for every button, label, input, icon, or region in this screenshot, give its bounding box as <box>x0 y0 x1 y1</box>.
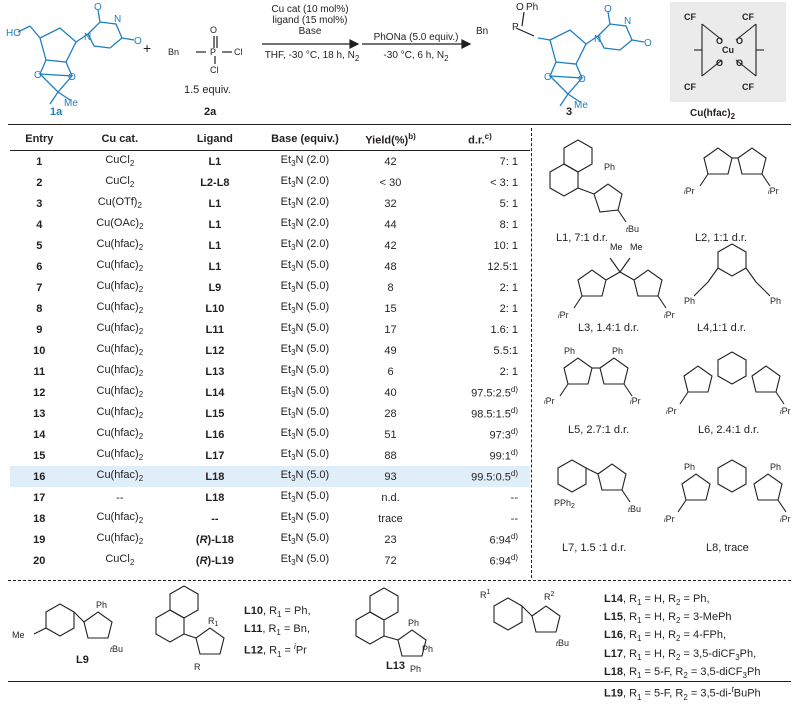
header-dr: d.r.$^{c)}$ <box>468 131 492 147</box>
cell-dr: 2: 1 <box>499 365 518 378</box>
ligand-structures <box>534 128 795 578</box>
cell-yield: < 30 <box>379 176 402 189</box>
cell-dr: 8: 1 <box>499 218 518 231</box>
cell-ligand: (R)-L19 <box>195 554 234 567</box>
o-label: O <box>716 36 724 46</box>
cell-yield: 15 <box>384 302 397 315</box>
cell-base: $Et_3N$ (2.0) <box>280 238 330 253</box>
cell-dr: -- <box>510 491 518 504</box>
cell-dr: 7: 1 <box>499 155 518 168</box>
table-row <box>10 424 530 445</box>
cl-label: Cl <box>234 47 243 57</box>
cell-dr: 98.5:1.5$^{d)}$ <box>471 406 518 421</box>
ligand-l6-caption: L6, 2.4:1 d.r. <box>698 424 760 436</box>
cell-cu-cat: $Cu(OAc)_2$ <box>96 217 144 232</box>
cell-ligand: L17 <box>205 449 225 462</box>
me-label: Me <box>630 242 643 252</box>
cell-entry: 15 <box>33 449 46 462</box>
cell-ligand: L1 <box>208 218 222 231</box>
me-label: Me <box>574 100 588 111</box>
cell-ligand: L10 <box>205 302 225 315</box>
ligand-l9-caption: L9 <box>76 654 89 666</box>
cell-dr: < 3: 1 <box>490 176 518 189</box>
cell-entry: 14 <box>33 428 46 441</box>
table-row <box>10 445 530 466</box>
o-label: O <box>34 70 42 81</box>
ipr-label: iPr <box>544 396 555 406</box>
table-row <box>10 382 530 403</box>
o-label: O <box>544 72 552 83</box>
table-row <box>10 214 530 235</box>
o-label: O <box>644 38 652 49</box>
cell-base: $Et_3N$ (5.0) <box>280 511 330 526</box>
n-label: N <box>84 32 92 43</box>
table-row <box>10 193 530 214</box>
cell-cu-cat: -- <box>116 491 124 504</box>
cell-ligand: L1 <box>208 260 222 273</box>
cell-ligand: (R)-L18 <box>195 533 234 546</box>
cf3-label: CF <box>684 82 696 92</box>
me-label: Me <box>64 98 78 109</box>
cell-ligand: -- <box>211 512 219 525</box>
cell-dr: 97.5:2.5$^{d)}$ <box>471 385 518 400</box>
ligand-l8-caption: L8, trace <box>706 542 749 554</box>
table-row <box>10 319 530 340</box>
ligand-l1-caption: L1, 7:1 d.r. <box>556 232 608 244</box>
cell-entry: 7 <box>36 281 43 294</box>
cell-yield: 44 <box>384 218 397 231</box>
ipr-label: iPr <box>780 406 791 416</box>
cell-yield: 42 <box>384 155 397 168</box>
cell-base: $Et_3N$ (2.0) <box>280 196 330 211</box>
divider-horizontal <box>8 580 791 581</box>
cell-entry: 18 <box>33 512 46 525</box>
cell-base: $Et_3N$ (5.0) <box>280 322 330 337</box>
o-label: O <box>716 58 724 68</box>
me-label: Me <box>610 242 623 252</box>
cell-base: $Et_3N$ (2.0) <box>280 217 330 232</box>
cell-ligand: L9 <box>208 281 222 294</box>
step2-conditions: -30 °C, 6 h, $N_2$ <box>383 50 449 63</box>
cell-base: $Et_3N$ (5.0) <box>280 406 330 421</box>
cell-cu-cat: $Cu(hfac)_2$ <box>96 364 144 379</box>
product-3-label: 3 <box>566 106 573 118</box>
cell-yield: 93 <box>351 466 430 487</box>
table-row <box>10 172 530 193</box>
cell-dr: 2: 1 <box>499 281 518 294</box>
header-cu-cat: Cu cat. <box>101 133 139 145</box>
r1-label: $R_1$ <box>208 616 219 628</box>
cell-ligand: L13 <box>205 365 225 378</box>
cell-ligand: L18 <box>205 491 225 504</box>
cell-yield: 48 <box>384 260 397 273</box>
ho-label: HO <box>6 28 21 39</box>
ipr-label: iPr <box>558 310 569 320</box>
ligand-l3-caption: L3, 1.4:1 d.r. <box>578 322 640 334</box>
table-row <box>10 466 530 487</box>
cell-dr: -- <box>510 512 518 525</box>
cell-cu-cat: $Cu(hfac)_2$ <box>96 322 144 337</box>
tbu-label: tBu <box>556 638 569 648</box>
cell-base: $Et_3N$ (5.0) <box>280 427 330 442</box>
cell-dr: 2: 1 <box>499 302 518 315</box>
ligand-list-item: L12, $R_1 = ^iPr$ <box>244 642 307 660</box>
cell-cu-cat: $Cu(hfac)_2$ <box>96 343 144 358</box>
ph-label: Ph <box>684 296 696 306</box>
cell-entry: 9 <box>36 323 43 336</box>
cell-ligand: L18 <box>171 466 259 487</box>
cf3-label: CF <box>742 12 754 22</box>
ligand-l4-caption: L4,1:1 d.r. <box>697 322 746 334</box>
table-row <box>10 550 530 571</box>
ph-label: Ph <box>410 664 422 674</box>
o-label: O <box>736 36 744 46</box>
ph-label: Ph <box>612 346 624 356</box>
o-label: O <box>604 4 612 15</box>
table-row <box>10 529 530 550</box>
step1-conditions <box>262 4 358 37</box>
tbu-label: tBu <box>626 224 639 234</box>
optimization-table <box>10 128 530 571</box>
cell-entry: 17 <box>33 491 46 504</box>
ligand-list-l10-l12 <box>244 604 311 662</box>
cell-base: $Et_3N$ (2.0) <box>280 175 330 190</box>
ligand-list-item: L17, $R_1 = H$, $R_2$ = 3,5-diCF$_3$Ph, <box>604 647 757 662</box>
cell-ligand: L1 <box>208 239 222 252</box>
o-label: O <box>516 2 524 13</box>
ph-label: Ph <box>770 462 782 472</box>
cu-label: Cu <box>722 45 734 55</box>
cell-cu-cat: $Cu(hfac)_2$ <box>69 466 171 487</box>
cf3-label: CF <box>742 82 754 92</box>
top-rule <box>8 124 791 125</box>
cell-ligand: L15 <box>205 407 225 420</box>
cell-entry: 12 <box>33 386 46 399</box>
cell-yield: 17 <box>384 323 397 336</box>
cell-entry: 13 <box>33 407 46 420</box>
ipr-label: iPr <box>630 396 641 406</box>
r-label: R <box>194 662 201 672</box>
cell-entry: 11 <box>33 365 46 378</box>
n-label: N <box>624 16 632 27</box>
cf3-label: CF <box>684 12 696 22</box>
r2-label: $R^2$ <box>544 591 555 602</box>
condition-solvent: THF, -30 °C, 18 h, N <box>264 50 355 61</box>
table-row <box>10 235 530 256</box>
ipr-label: iPr <box>666 406 677 416</box>
header-base: Base (equiv.) <box>271 133 339 145</box>
cell-yield: n.d. <box>381 491 400 504</box>
bn2n-label: Bn <box>476 26 489 37</box>
ph-label: Ph <box>408 618 420 628</box>
cell-yield: 49 <box>384 344 397 357</box>
n-label: N <box>594 34 602 45</box>
cell-cu-cat: CuCl$_2$ <box>105 154 135 169</box>
cell-ligand: L16 <box>205 428 225 441</box>
cell-cu-cat: $Cu(hfac)_2$ <box>96 448 144 463</box>
cell-base: $Et_3N$ (5.0) <box>280 448 330 463</box>
p-label: P <box>512 22 519 33</box>
cell-dr: 6:94$^{d)}$ <box>489 532 518 547</box>
cell-base: $Et_3N$ (5.0) <box>280 490 330 505</box>
cell-ligand: L2-L8 <box>200 176 230 189</box>
table-row <box>10 487 530 508</box>
cell-dr: 99:1$^{d)}$ <box>489 448 518 463</box>
bn2n-label: Bn <box>168 47 180 57</box>
cell-yield: 8 <box>387 281 394 294</box>
cell-entry: 10 <box>33 344 46 357</box>
cell-yield: 40 <box>384 386 397 399</box>
n-label: N <box>114 14 122 25</box>
tbu-label: tBu <box>110 644 123 654</box>
ligand-list-item: L10, $R_1 = Ph$, <box>244 605 311 620</box>
cell-dr: 6:94$^{d)}$ <box>489 553 518 568</box>
cell-cu-cat: $Cu(hfac)_2$ <box>96 259 144 274</box>
table-row <box>10 256 530 277</box>
cell-entry: 3 <box>36 197 43 210</box>
header-entry: Entry <box>25 133 54 145</box>
table-row <box>10 277 530 298</box>
cell-base: $Et_3N$ (5.0) <box>259 466 352 487</box>
o-label: O <box>736 58 744 68</box>
table-header-row <box>10 128 530 151</box>
cell-dr: 12.5:1 <box>487 260 518 273</box>
o-label: O <box>134 36 142 47</box>
ipr-label: iPr <box>684 186 695 196</box>
table-row <box>10 298 530 319</box>
cl-label: Cl <box>210 65 219 75</box>
ph-label: Ph <box>422 644 434 654</box>
ph-label: Ph <box>684 462 696 472</box>
o-label: O <box>578 74 586 85</box>
cell-cu-cat: $Cu(hfac)_2$ <box>96 511 144 526</box>
cell-entry: 8 <box>36 302 43 315</box>
ligand-l5-caption: L5, 2.7:1 d.r. <box>568 424 630 436</box>
ph-label: Ph <box>526 2 539 13</box>
cell-entry: 5 <box>36 239 43 252</box>
cell-ligand: L12 <box>205 344 225 357</box>
cell-base: $Et_3N$ (5.0) <box>280 343 330 358</box>
cell-cu-cat: $Cu(hfac)_2$ <box>96 301 144 316</box>
table-row <box>10 508 530 529</box>
cell-dr: 99.5:0.5$^{d)}$ <box>430 466 530 487</box>
ipr-label: iPr <box>768 186 779 196</box>
cell-cu-cat: CuCl$_2$ <box>105 175 135 190</box>
cell-entry: 4 <box>36 218 43 231</box>
ligand-list-item: L15, $R_1 = H$, $R_2$ = 3-MePh <box>604 611 732 626</box>
ligand-l7-caption: L7, 1.5 :1 d.r. <box>562 542 627 554</box>
table-row <box>10 361 530 382</box>
cell-yield: 88 <box>384 449 397 462</box>
cell-cu-cat: $Cu(hfac)_2$ <box>96 385 144 400</box>
table-row <box>10 151 530 173</box>
cell-cu-cat: $Cu(hfac)_2$ <box>96 280 144 295</box>
o-label: O <box>94 2 102 13</box>
cell-yield: 32 <box>384 197 397 210</box>
cell-cu-cat: $Cu(hfac)_2$ <box>96 406 144 421</box>
cell-dr: 5.5:1 <box>493 344 518 357</box>
ligand-list-item: L14, $R_1 = H$, $R_2 = Ph$, <box>604 593 710 608</box>
ipr-label: iPr <box>780 514 791 524</box>
me-label: Me <box>12 630 25 640</box>
cell-cu-cat: $Cu(hfac)_2$ <box>96 238 144 253</box>
cell-base: $Et_3N$ (5.0) <box>280 385 330 400</box>
cell-cu-cat: CuCl$_2$ <box>105 553 135 568</box>
ph-label: Ph <box>96 600 108 610</box>
ligand-list-l14-l19 <box>604 592 761 705</box>
tbu-label: tBu <box>628 504 641 514</box>
ph-label: Ph <box>770 296 782 306</box>
pph2-label: PPh$_2$ <box>554 498 575 510</box>
cell-dr: 5: 1 <box>499 197 518 210</box>
cell-entry: 6 <box>36 260 43 273</box>
cell-yield: 28 <box>384 407 397 420</box>
cell-base: $Et_3N$ (5.0) <box>280 280 330 295</box>
r1-label: $R^1$ <box>480 589 491 600</box>
step2-reagent: PhONa (5.0 equiv.) <box>373 32 459 43</box>
catalyst-label: $Cu(hfac)_2$ <box>690 108 736 121</box>
divider-vertical <box>531 128 532 578</box>
ipr-label: iPr <box>664 514 675 524</box>
condition-temp: -30 °C, 6 h, N <box>383 50 445 61</box>
plus-sign: + <box>143 40 152 56</box>
reagent-2a-label: 2a <box>204 106 217 118</box>
ligand-list-item: L16, $R_1 = H$, $R_2 = 4-FPh$, <box>604 629 727 644</box>
cell-ligand: L1 <box>208 155 222 168</box>
p-label: P <box>210 47 217 57</box>
ph-label: Ph <box>604 162 616 172</box>
condition-ligand: ligand (15 mol%) <box>272 15 348 26</box>
cell-entry: 1 <box>36 155 43 168</box>
compound-1a-label: 1a <box>50 106 63 118</box>
ligand-list-item: L19, $R_1 = 5-F$, $R_2$ = 3,5-di-$^t$BuPh <box>604 684 761 702</box>
cell-ligand: L11 <box>205 323 225 336</box>
cell-yield: 51 <box>384 428 397 441</box>
table-row <box>10 403 530 424</box>
ph-label: Ph <box>564 346 576 356</box>
cell-yield: 42 <box>384 239 397 252</box>
cell-base: $Et_3N$ (5.0) <box>280 301 330 316</box>
cell-dr: 97:3$^{d)}$ <box>489 427 518 442</box>
cell-entry: 16 <box>10 466 69 487</box>
cell-base: $Et_3N$ (2.0) <box>280 154 330 169</box>
cell-yield: trace <box>378 512 403 525</box>
cell-cu-cat: $Cu(hfac)_2$ <box>96 427 144 442</box>
o-label: O <box>210 25 218 35</box>
cell-entry: 2 <box>36 176 43 189</box>
cell-yield: 6 <box>387 365 394 378</box>
ipr-label: iPr <box>664 310 675 320</box>
ligand-list-item: L11, $R_1 = Bn$, <box>244 623 310 638</box>
cell-base: $Et_3N$ (5.0) <box>280 553 330 568</box>
table-row <box>10 340 530 361</box>
cell-yield: 23 <box>384 533 397 546</box>
cell-base: $Et_3N$ (5.0) <box>280 259 330 274</box>
cell-ligand: L1 <box>208 197 222 210</box>
step1-solvent: THF, -30 °C, 18 h, $N_2$ <box>264 50 360 63</box>
header-yield: Yield(%)$^{b)}$ <box>365 131 416 147</box>
ligand-l2-caption: L2, 1:1 d.r. <box>695 232 747 244</box>
reagent-2a-equiv: 1.5 equiv. <box>184 84 231 96</box>
o-label: O <box>68 72 76 83</box>
header-ligand: Ligand <box>196 133 233 145</box>
cell-yield: 72 <box>384 554 397 567</box>
cell-dr: 10: 1 <box>493 239 518 252</box>
cell-dr: 1.6: 1 <box>490 323 518 336</box>
cell-base: $Et_3N$ (5.0) <box>280 532 330 547</box>
cell-base: $Et_3N$ (5.0) <box>280 364 330 379</box>
condition-cu-cat: Cu cat (10 mol%) <box>271 4 349 15</box>
condition-base: Base <box>298 26 322 37</box>
ligand-l13-caption: L13 <box>386 660 405 672</box>
ligand-list-item: L18, $R_1 = 5-F$, $R_2$ = 3,5-diCF$_3$Ph <box>604 665 761 680</box>
cell-cu-cat: $Cu(OTf)_2$ <box>97 196 142 211</box>
cell-entry: 19 <box>33 533 46 546</box>
cell-ligand: L14 <box>205 386 225 399</box>
cell-cu-cat: $Cu(hfac)_2$ <box>96 532 144 547</box>
cell-entry: 20 <box>33 554 46 567</box>
